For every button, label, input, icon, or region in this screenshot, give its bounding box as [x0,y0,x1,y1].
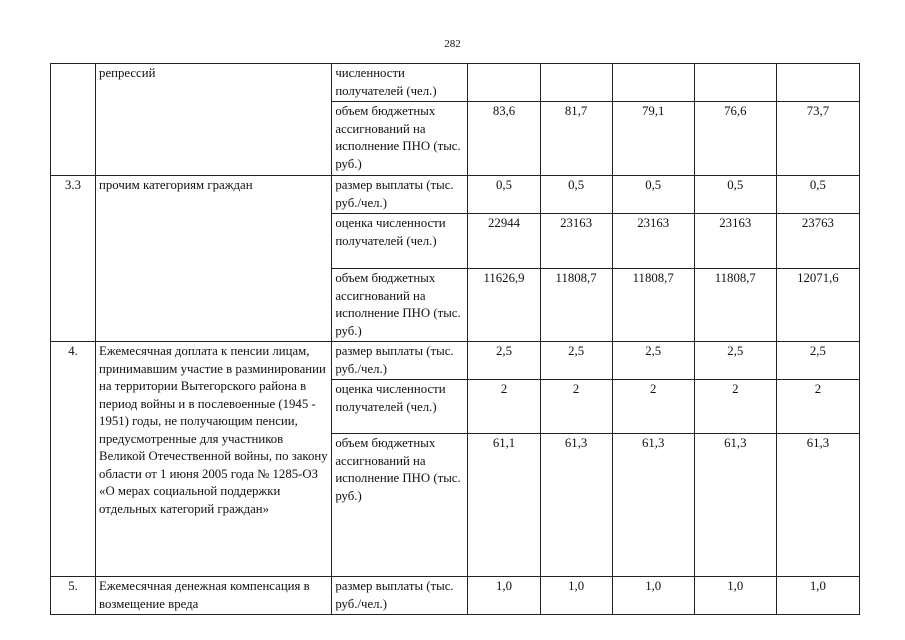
value-cell: 2 [776,380,859,434]
value-cell: 0,5 [694,176,776,214]
value-cell: 2 [540,380,612,434]
value-cell: 61,3 [776,434,859,577]
value-cell: 22944 [468,214,540,269]
value-cell: 2 [468,380,540,434]
value-cell: 2,5 [540,342,612,380]
row-category: репрессий [96,64,332,176]
value-cell: 76,6 [694,102,776,176]
indicator-label: объем бюджетных ассигнований на исполнение ПНО (тыс. руб.) [332,102,468,176]
row-category: Ежемесячная денежная компенсация в возмещение вреда [96,577,332,615]
value-cell: 1,0 [694,577,776,615]
indicator-label: размер выплаты (тыс. руб./чел.) [332,176,468,214]
value-cell: 61,3 [612,434,694,577]
value-cell: 81,7 [540,102,612,176]
value-cell: 2,5 [612,342,694,380]
value-cell: 23163 [540,214,612,269]
indicator-label: численности получателей (чел.) [332,64,468,102]
value-cell: 79,1 [612,102,694,176]
value-cell: 11808,7 [612,269,694,342]
value-cell: 2 [694,380,776,434]
value-cell [612,64,694,102]
value-cell: 11808,7 [540,269,612,342]
value-cell: 73,7 [776,102,859,176]
value-cell: 23163 [694,214,776,269]
row-category: Ежемесячная доплата к пенсии лицам, принимавшим участие в разминировании на территории Вытегорского района в период войны и в послевоенные (1945 - 1951) годы, не получающим пенсии, предусмотренные для участников Великой Отечественной войны, по закону области от 1 июня 2005 года № 1285-ОЗ «О мерах социальной поддержки отдельных категорий граждан» [96,342,332,577]
value-cell: 2 [612,380,694,434]
value-cell [540,64,612,102]
value-cell [468,64,540,102]
value-cell: 23763 [776,214,859,269]
table-row [51,64,860,102]
value-cell: 0,5 [776,176,859,214]
value-cell: 1,0 [612,577,694,615]
value-cell: 1,0 [540,577,612,615]
value-cell: 2,5 [776,342,859,380]
indicator-label: размер выплаты (тыс. руб./чел.) [332,342,468,380]
table-row [51,176,860,214]
indicator-label: оценка численности получателей (чел.) [332,380,468,434]
row-number: 5. [51,577,96,615]
indicator-label: оценка численности получателей (чел.) [332,214,468,269]
row-number: 3.3 [51,176,96,342]
value-cell: 1,0 [468,577,540,615]
value-cell: 61,3 [694,434,776,577]
value-cell: 1,0 [776,577,859,615]
value-cell [694,64,776,102]
table-row [51,342,860,380]
value-cell: 2,5 [694,342,776,380]
value-cell: 11626,9 [468,269,540,342]
value-cell [776,64,859,102]
value-cell: 12071,6 [776,269,859,342]
table-row [51,577,860,615]
value-cell: 83,6 [468,102,540,176]
row-category: прочим категориям граждан [96,176,332,342]
value-cell: 0,5 [612,176,694,214]
row-number: 4. [51,342,96,577]
value-cell: 23163 [612,214,694,269]
value-cell: 11808,7 [694,269,776,342]
indicator-label: объем бюджетных ассигнований на исполнение ПНО (тыс. руб.) [332,434,468,577]
indicator-label: размер выплаты (тыс. руб./чел.) [332,577,468,615]
page-number: 282 [444,38,461,50]
value-cell: 0,5 [540,176,612,214]
budget-table [50,63,860,615]
value-cell: 61,3 [540,434,612,577]
value-cell: 2,5 [468,342,540,380]
value-cell: 61,1 [468,434,540,577]
row-number [51,64,96,176]
value-cell: 0,5 [468,176,540,214]
indicator-label: объем бюджетных ассигнований на исполнение ПНО (тыс. руб.) [332,269,468,342]
